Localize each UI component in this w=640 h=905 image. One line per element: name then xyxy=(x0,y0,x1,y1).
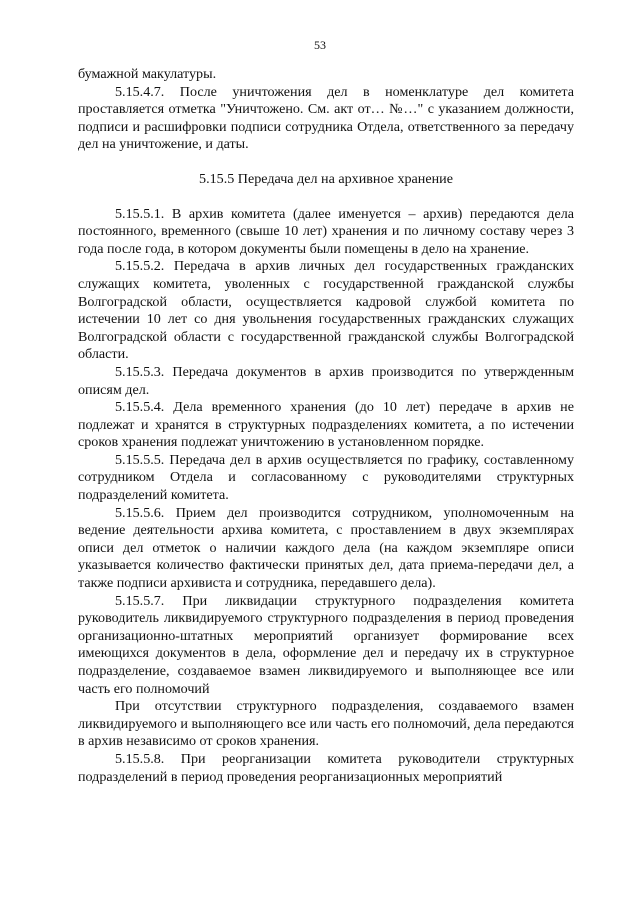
paragraph: 5.15.5.7. При ликвидации структурного подразделения комитета руководитель ликвидируемого структурного подразделения в период проведения организационно-штатных мероприятий организует формирование всех имеющихся документов в дела, оформление дел и передачу их в структурное подразделение, создаваемое взамен ликвидируемого и выполняющее все или часть его полномочий xyxy=(78,592,574,697)
document-body xyxy=(78,66,574,786)
paragraph: При отсутствии структурного подразделения, создаваемого взамен ликвидируемого и выполняющего все или часть его полномочий, дела передаются в архив независимо от сроков хранения. xyxy=(78,698,574,750)
paragraph: 5.15.5.4. Дела временного хранения (до 10 лет) передаче в архив не подлежат и хранятся в структурных подразделениях комитета, а по истечении сроков хранения подлежат уничтожению в установленном порядке. xyxy=(78,399,574,451)
paragraph: 5.15.5.5. Передача дел в архив осуществляется по графику, составленному сотрудником Отдела и согласованному с руководителями структурных подразделений комитета. xyxy=(78,451,574,504)
section-heading: 5.15.5 Передача дел на архивное хранение xyxy=(199,170,453,187)
paragraph: 5.15.5.1. В архив комитета (далее именуется – архив) передаются дела постоянного, временного (свыше 10 лет) хранения и по личному составу через 3 года после года, в котором документы были помещены в дело на хранение. xyxy=(78,205,574,257)
paragraph: бумажной макулатуры. xyxy=(78,66,217,82)
paragraph: 5.15.5.3. Передача документов в архив производится по утвержденным описям дел. xyxy=(78,363,574,398)
paragraph: 5.15.4.7. После уничтожения дел в номенклатуре дел комитета проставляется отметка "Уничтожено. См. акт от… №…" с указанием должности, подписи и расшифровки подписи сотрудника Отдела, ответственного за передачу дел на уничтожение, и даты. xyxy=(78,83,574,153)
paragraph: 5.15.5.6. Прием дел производится сотрудником, уполномоченным на ведение деятельности архива комитета, с проставлением в двух экземплярах описи дел отметок о наличии каждого дела (на каждом экземпляре описи указывается количество фактически принятых дел, дата приема-передачи дел, а также подписи архивиста и сотрудника, передавшего дела). xyxy=(78,504,574,592)
paragraph: 5.15.5.8. При реорганизации комитета руководители структурных подразделений в период проведения реорганизационных мероприятий xyxy=(78,750,574,785)
page-number: 53 xyxy=(314,38,326,52)
paragraph: 5.15.5.2. Передача в архив личных дел государственных гражданских служащих комитета, уволенных с государственной гражданской службы Волгоградской области, осуществляется кадровой службой комитета по истечении 10 лет со дня увольнения государственных гражданских служащих Волгоградской области с государственной гражданской службы Волгоградской области. xyxy=(78,258,574,363)
